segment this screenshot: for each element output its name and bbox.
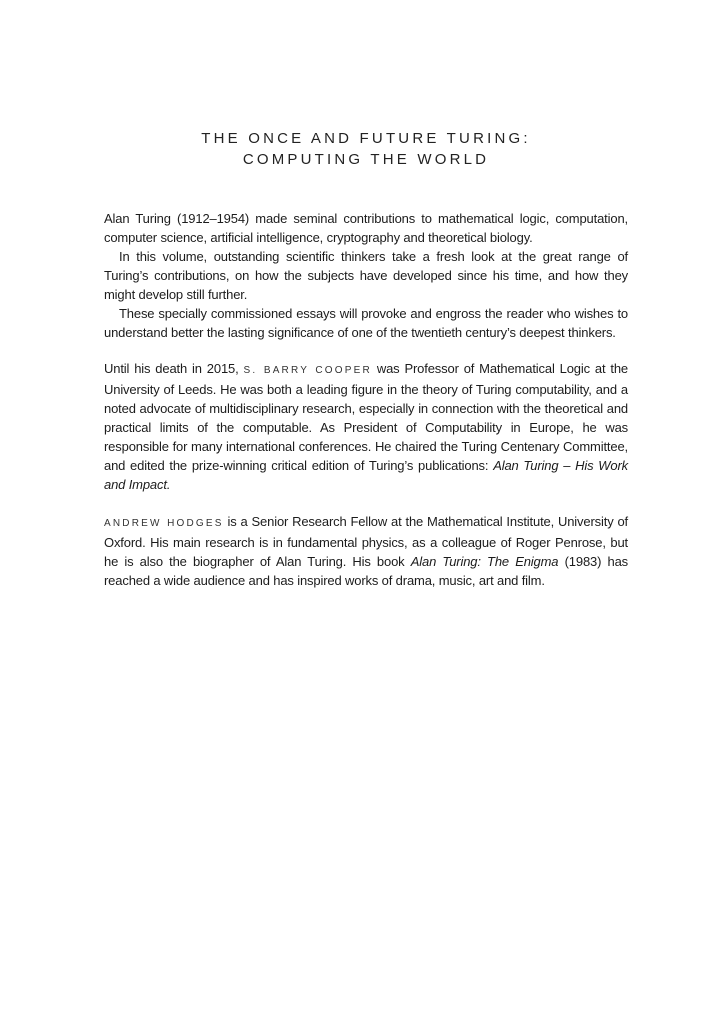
blurb-paragraph-3: These specially commissioned essays will provoke and engross the reader who wishes to understand better the lasting significance of one of the twentieth century’s deepest thinkers. [104,306,628,340]
blurb-paragraph-1: Alan Turing (1912–1954) made seminal contributions to mathematical logic, computation, computer science, artificial intelligence, cryptography and theoretical biology. [104,211,628,245]
hodges-bio-paragraph [104,512,628,590]
editor-bio-cooper [104,359,628,494]
hodges-name: ANDREW HODGES [104,518,224,529]
editor-bio-hodges [104,512,628,590]
cooper-bio-body: was Professor of Mathematical Logic at the University of Leeds. He was both a leading figure in the theory of Turing computability, and a noted advocate of multidisciplinary research, especially in connection with the theoretical and practical limits of the computable. As President of Computability in Europe, he was responsible for many international conferences. He chaired the Turing Centenary Committee, and edited the prize-winning critical edition of Turing’s publications: [104,361,628,473]
book-title-line-2: COMPUTING THE WORLD [242,151,490,168]
hodges-bio-body: is a Senior Research Fellow at the Mathematical Institute, University of Oxford. His main research is in fundamental physics, as a colleague of Roger Penrose, but he is also the biographer of Alan Turing. His book [104,514,628,569]
hodges-book-title: Alan Turing: The Enigma [410,554,559,569]
cooper-name: S. BARRY COOPER [243,365,372,376]
book-title-line-1: THE ONCE AND FUTURE TURING: [201,130,531,147]
blurb-paragraph-2: In this volume, outstanding scientific thinkers take a fresh look at the great range of Turing’s contributions, on how the subjects have developed since his time, and how they might develop still further. [104,249,628,302]
book-title [104,128,628,170]
cooper-bio-lead: Until his death in 2015, [104,361,244,376]
hodges-bio-tail: (1983) has reached a wide audience and has inspired works of drama, music, art and film. [104,554,629,588]
cooper-book-title: Alan Turing – His Work and Impact. [104,458,628,492]
cooper-bio-paragraph [104,359,628,494]
book-blurb [104,209,628,342]
